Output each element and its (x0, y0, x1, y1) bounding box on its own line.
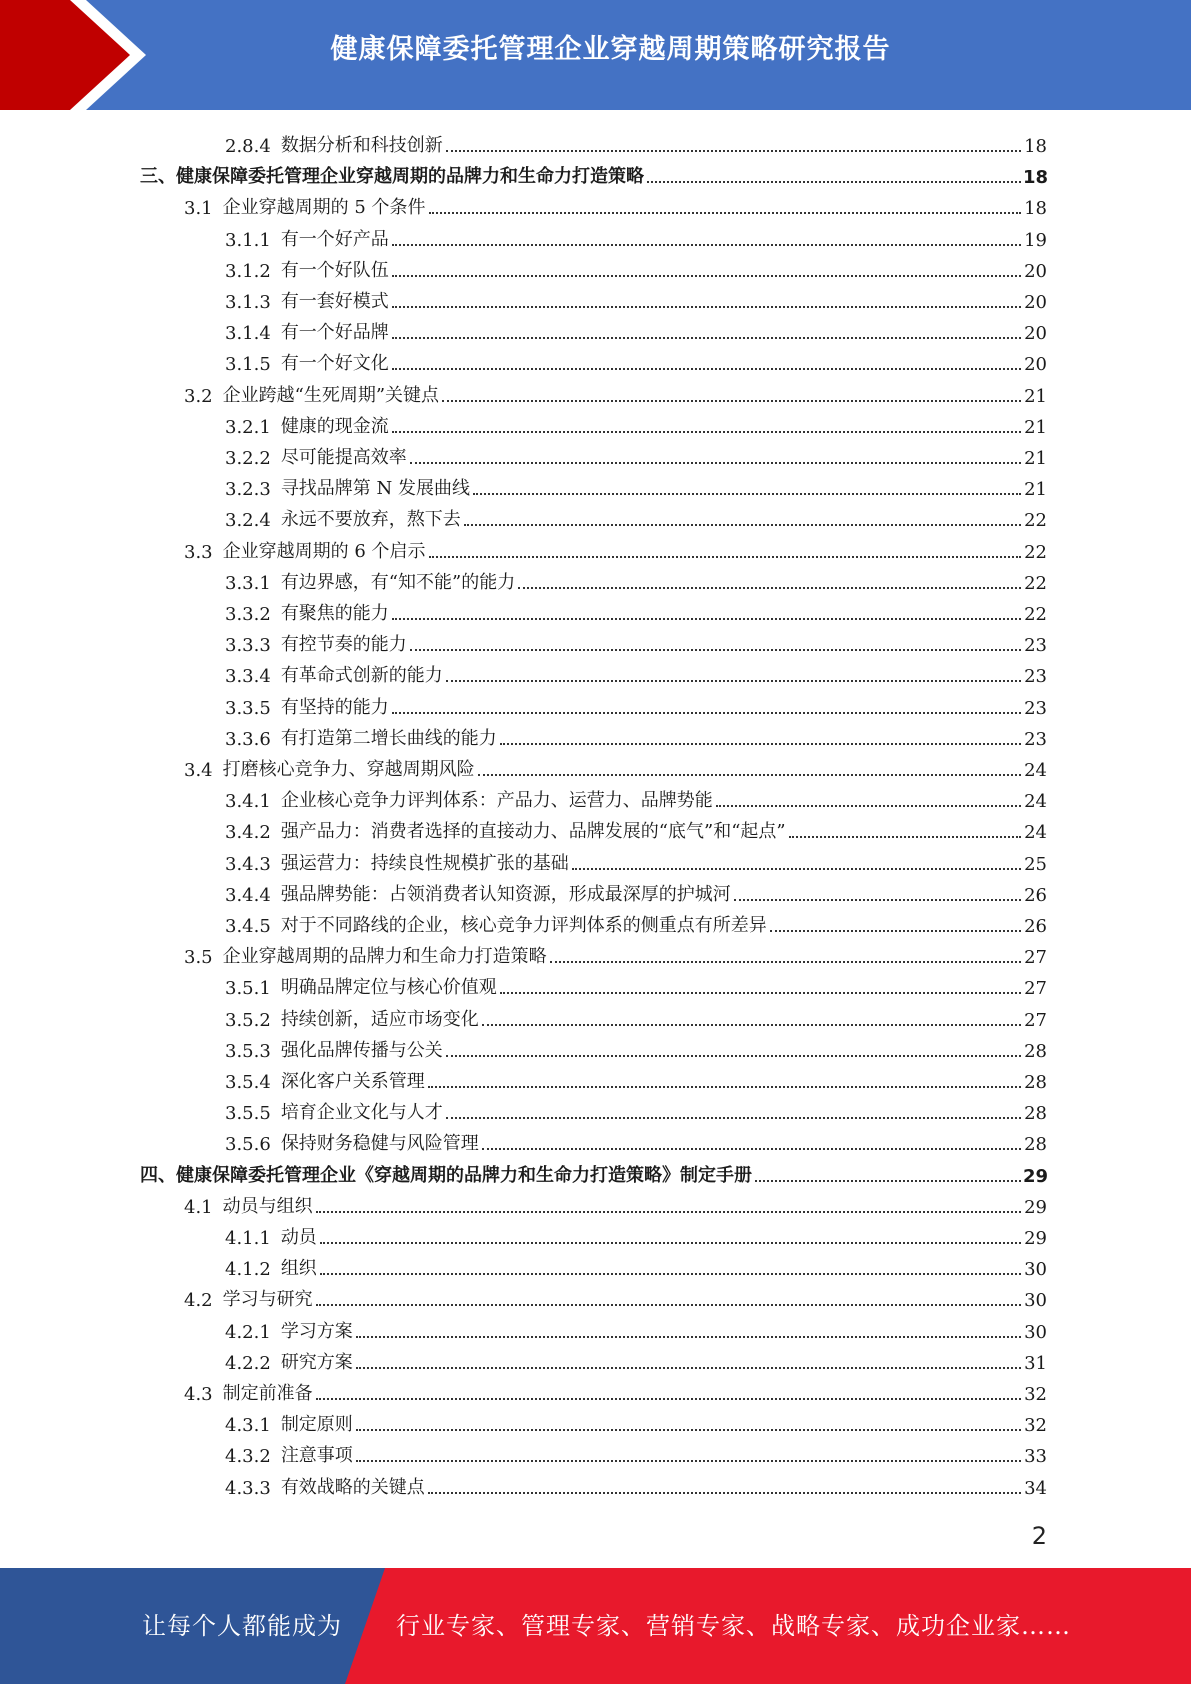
page-footer (0, 1568, 1191, 1684)
toc-dot-leader (392, 275, 1021, 277)
toc-dot-leader (392, 337, 1021, 339)
toc-entry-number: 3.1 (184, 198, 213, 220)
toc-entry[interactable] (0, 1405, 1191, 1436)
toc-entry[interactable] (0, 1374, 1191, 1405)
toc-dot-leader (482, 1148, 1021, 1150)
toc-entry-number: 3.2.4 (225, 510, 271, 532)
toc-entry-page: 28 (1024, 1072, 1047, 1093)
toc-entry-number: 3.2.2 (225, 448, 271, 469)
toc-entry[interactable] (0, 937, 1191, 968)
toc-entry-number: 3.5.2 (225, 1009, 271, 1031)
toc-dot-leader (478, 774, 1021, 776)
toc-dot-leader (518, 587, 1021, 589)
toc-entry-page: 20 (1024, 354, 1047, 376)
toc-entry-number: 3.5.1 (225, 978, 271, 1000)
toc-entry-title: 企业穿越周期的 6 个启示 (222, 540, 426, 562)
toc-entry-page: 21 (1024, 385, 1047, 407)
toc-dot-leader (356, 1460, 1021, 1462)
toc-entry-number: 3.5.4 (225, 1072, 271, 1093)
toc-dot-leader (446, 680, 1021, 682)
toc-entry-number: 3.4 (184, 760, 213, 781)
toc-entry-number: 4.3.3 (225, 1477, 271, 1499)
toc-entry-page: 28 (1024, 1103, 1047, 1125)
toc-entry[interactable] (0, 157, 1191, 188)
toc-entry[interactable] (0, 532, 1191, 563)
toc-entry-number: 三、 (140, 166, 176, 188)
toc-entry-page: 24 (1024, 760, 1047, 781)
toc-entry-number: 3.5.3 (225, 1040, 271, 1062)
toc-entry-number: 3.3.2 (225, 604, 271, 625)
toc-entry-title: 制定前准备 (222, 1383, 313, 1404)
toc-entry-title: 明确品牌定位与核心价值观 (280, 977, 497, 999)
toc-entry[interactable] (0, 1436, 1191, 1467)
toc-entry[interactable] (0, 781, 1191, 812)
toc-entry[interactable] (0, 1124, 1191, 1155)
toc-entry-title: 健康的现金流 (280, 415, 389, 437)
toc-entry-page: 22 (1024, 510, 1047, 532)
toc-entry-title: 动员 (280, 1227, 317, 1248)
toc-dot-leader (392, 306, 1021, 308)
toc-entry-page: 22 (1024, 541, 1047, 563)
toc-entry-number: 3.5 (184, 947, 213, 969)
toc-dot-leader (410, 649, 1021, 651)
toc-entry-number: 3.2.1 (225, 416, 271, 438)
toc-entry-page: 20 (1024, 323, 1047, 345)
toc-entry[interactable] (0, 1343, 1191, 1374)
toc-entry-title: 有一个好文化 (280, 353, 389, 375)
toc-entry-page: 21 (1024, 479, 1047, 501)
toc-entry-page: 27 (1024, 1009, 1047, 1031)
toc-entry-number: 3.1.3 (225, 292, 271, 313)
toc-entry[interactable] (0, 376, 1191, 407)
toc-entry-page: 32 (1024, 1415, 1047, 1437)
toc-entry-number: 3.2.3 (225, 479, 271, 501)
toc-entry-number: 4.3.2 (225, 1446, 271, 1468)
toc-entry-page: 23 (1024, 697, 1047, 719)
toc-entry[interactable] (0, 1312, 1191, 1343)
toc-entry-number: 3.5.6 (225, 1134, 271, 1156)
toc-entry-number: 3.4.3 (225, 853, 271, 875)
toc-entry-title: 有革命式创新的能力 (280, 665, 443, 687)
toc-entry-number: 3.3.3 (225, 635, 271, 657)
toc-entry[interactable] (0, 968, 1191, 999)
toc-entry-title: 永远不要放弃，熬下去 (280, 509, 461, 531)
toc-entry-title: 强产品力：消费者选择的直接动力、品牌发展的“底气”和“起点” (280, 821, 786, 843)
toc-entry-title: 寻找品牌第 N 发展曲线 (280, 478, 471, 500)
toc-entry-page: 29 (1024, 1196, 1047, 1218)
page-number: 2 (1031, 1522, 1047, 1550)
toc-entry[interactable] (0, 844, 1191, 875)
toc-entry[interactable] (0, 1031, 1191, 1062)
toc-entry-title: 企业跨越“生死周期”关键点 (222, 384, 440, 406)
toc-entry-number: 3.1.1 (225, 229, 271, 251)
toc-entry-number: 3.5.5 (225, 1103, 271, 1125)
toc-entry-page: 25 (1024, 853, 1047, 875)
toc-entry-title: 组织 (280, 1258, 317, 1280)
toc-entry-page: 33 (1024, 1446, 1047, 1468)
toc-entry-page: 20 (1024, 292, 1047, 313)
toc-dot-leader (647, 181, 1021, 183)
toc-entry-title: 培育企业文化与人才 (280, 1102, 443, 1124)
toc-entry-title: 强品牌势能：占领消费者认知资源，形成最深厚的护城河 (280, 883, 731, 905)
toc-entry[interactable] (0, 875, 1191, 906)
toc-dot-leader (572, 868, 1021, 870)
toc-entry-number: 3.3.4 (225, 666, 271, 688)
toc-dot-leader (392, 712, 1021, 714)
toc-entry-page: 30 (1024, 1290, 1047, 1312)
toc-entry[interactable] (0, 812, 1191, 843)
toc-entry-title: 研究方案 (280, 1351, 353, 1373)
toc-entry-number: 4.2.2 (225, 1352, 271, 1374)
toc-dot-leader (392, 431, 1021, 433)
toc-entry-title: 注意事项 (280, 1445, 353, 1467)
toc-entry[interactable] (0, 906, 1191, 937)
toc-entry[interactable] (0, 1000, 1191, 1031)
toc-dot-leader (316, 1211, 1021, 1213)
toc-dot-leader (716, 805, 1021, 807)
toc-entry-page: 18 (1023, 167, 1049, 189)
toc-entry[interactable] (0, 1187, 1191, 1218)
report-title: 健康保障委托管理企业穿越周期策略研究报告 (330, 34, 891, 65)
toc-dot-leader (356, 1429, 1021, 1431)
toc-entry-title: 有一个好品牌 (280, 322, 389, 344)
toc-entry-page: 31 (1024, 1352, 1047, 1374)
toc-dot-leader (429, 556, 1021, 558)
toc-entry-title: 企业穿越周期的 5 个条件 (222, 197, 426, 219)
toc-dot-leader (392, 618, 1021, 620)
toc-entry-number: 3.4.2 (225, 822, 271, 844)
toc-entry-title: 学习与研究 (222, 1289, 313, 1311)
toc-entry[interactable] (0, 469, 1191, 500)
toc-entry-page: 30 (1024, 1259, 1047, 1281)
toc-entry-number: 3.4.4 (225, 884, 271, 906)
toc-dot-leader (356, 1336, 1021, 1338)
toc-dot-leader (356, 1367, 1021, 1369)
toc-entry-page: 18 (1024, 136, 1047, 157)
toc-entry-page: 20 (1024, 260, 1047, 282)
toc-entry-page: 30 (1024, 1321, 1047, 1343)
footer-slogan-right: 行业专家、管理专家、营销专家、战略专家、成功企业家…… (396, 1612, 1071, 1640)
toc-entry[interactable] (0, 220, 1191, 251)
toc-entry-page: 24 (1024, 822, 1047, 844)
toc-dot-leader (500, 992, 1021, 994)
toc-entry-title: 有一个好队伍 (280, 259, 389, 281)
toc-entry-page: 19 (1024, 229, 1047, 251)
toc-entry-number: 3.3.6 (225, 728, 271, 750)
toc-entry-page: 26 (1024, 884, 1047, 906)
toc-entry-title: 持续创新，适应市场变化 (280, 1008, 479, 1030)
toc-entry-title: 数据分析和科技创新 (280, 135, 443, 156)
toc-entry-number: 3.1.4 (225, 323, 271, 345)
toc-dot-leader (446, 150, 1021, 152)
toc-entry-number: 四、 (140, 1164, 176, 1186)
toc-entry-page: 21 (1024, 448, 1047, 469)
toc-dot-leader (482, 1024, 1021, 1026)
toc-entry-page: 29 (1024, 1228, 1047, 1249)
toc-entry[interactable] (0, 1249, 1191, 1280)
toc-entry[interactable] (0, 1218, 1191, 1249)
toc-entry[interactable] (0, 625, 1191, 656)
toc-entry-title: 健康保障委托管理企业《穿越周期的品牌力和生命力打造策略》制定手册 (176, 1164, 752, 1186)
toc-entry-page: 23 (1024, 666, 1047, 688)
toc-entry-number: 4.3 (184, 1384, 213, 1405)
page-header (0, 0, 1191, 110)
toc-entry-number: 3.4.1 (225, 791, 271, 813)
toc-entry-page: 29 (1023, 1165, 1049, 1187)
toc-entry-number: 2.8.4 (225, 136, 271, 157)
toc-entry-title: 强化品牌传播与公关 (280, 1039, 443, 1061)
toc-entry-title: 有坚持的能力 (280, 696, 389, 718)
toc-dot-leader (755, 1180, 1021, 1182)
toc-dot-leader (392, 244, 1021, 246)
toc-entry-page: 26 (1024, 916, 1047, 937)
toc-entry[interactable] (0, 500, 1191, 531)
toc-entry-title: 有效战略的关键点 (280, 1476, 425, 1498)
toc-dot-leader (392, 368, 1021, 370)
toc-entry[interactable] (0, 344, 1191, 375)
toc-entry-page: 27 (1024, 978, 1047, 1000)
toc-dot-leader (550, 961, 1021, 963)
toc-entry-title: 对于不同路线的企业，核心竞争力评判体系的侧重点有所差异 (280, 915, 767, 936)
toc-entry[interactable] (0, 719, 1191, 750)
toc-entry-number: 3.2 (184, 385, 213, 407)
toc-dot-leader (464, 524, 1021, 526)
toc-entry-title: 有一个好产品 (280, 228, 389, 250)
toc-entry-number: 4.1.2 (225, 1259, 271, 1281)
toc-entry[interactable] (0, 656, 1191, 687)
toc-entry-page: 21 (1024, 416, 1047, 438)
toc-entry-number: 3.3 (184, 541, 213, 563)
toc-entry[interactable] (0, 1280, 1191, 1311)
toc-dot-leader (429, 212, 1021, 214)
toc-dot-leader (316, 1304, 1021, 1306)
toc-dot-leader (316, 1398, 1021, 1400)
toc-entry[interactable] (0, 188, 1191, 219)
toc-entry-page: 18 (1024, 198, 1047, 220)
toc-entry-title: 健康保障委托管理企业穿越周期的品牌力和生命力打造策略 (176, 166, 644, 188)
toc-entry-number: 3.1.5 (225, 354, 271, 376)
toc-dot-leader (320, 1242, 1021, 1244)
toc-entry-page: 28 (1024, 1134, 1047, 1156)
toc-dot-leader (500, 743, 1021, 745)
toc-entry[interactable] (0, 251, 1191, 282)
toc-entry-title: 强运营力：持续良性规模扩张的基础 (280, 852, 569, 874)
toc-entry-number: 3.4.5 (225, 916, 271, 937)
toc-entry-number: 4.1 (184, 1196, 213, 1218)
toc-entry[interactable] (0, 1062, 1191, 1093)
toc-entry-page: 28 (1024, 1040, 1047, 1062)
toc-dot-leader (428, 1086, 1021, 1088)
toc-dot-leader (446, 1055, 1021, 1057)
toc-entry-title: 有边界感，有“知不能”的能力 (280, 571, 516, 593)
toc-entry[interactable] (0, 438, 1191, 469)
toc-entry-page: 22 (1024, 604, 1047, 625)
toc-entry-page: 34 (1024, 1477, 1047, 1499)
toc-entry[interactable] (0, 126, 1191, 157)
footer-slogan-left: 让每个人都能成为 (142, 1612, 342, 1640)
toc-entry-title: 动员与组织 (222, 1195, 313, 1217)
toc-entry-page: 23 (1024, 635, 1047, 657)
toc-entry-number: 4.3.1 (225, 1415, 271, 1437)
toc-entry-page: 32 (1024, 1384, 1047, 1405)
toc-dot-leader (770, 930, 1021, 932)
toc-entry-title: 有一套好模式 (280, 291, 389, 312)
toc-entry-title: 有打造第二增长曲线的能力 (280, 727, 497, 749)
toc-entry[interactable] (0, 594, 1191, 625)
toc-entry[interactable] (0, 1093, 1191, 1124)
toc-entry-title: 制定原则 (280, 1414, 353, 1436)
toc-entry-number: 4.2.1 (225, 1321, 271, 1343)
toc-entry-number: 3.3.1 (225, 572, 271, 594)
toc-entry-title: 学习方案 (280, 1320, 353, 1342)
toc-entry-page: 23 (1024, 728, 1047, 750)
toc-entry-title: 有控节奏的能力 (280, 634, 407, 656)
toc-dot-leader (442, 400, 1021, 402)
toc-entry-number: 4.1.1 (225, 1228, 271, 1249)
toc-entry-title: 深化客户关系管理 (280, 1071, 425, 1092)
toc-entry-title: 企业穿越周期的品牌力和生命力打造策略 (222, 946, 547, 968)
toc-entry-title: 尽可能提高效率 (280, 447, 407, 468)
toc-entry-title: 企业核心竞争力评判体系：产品力、运营力、品牌势能 (280, 790, 713, 812)
toc-entry[interactable] (0, 282, 1191, 313)
toc-entry[interactable] (0, 1468, 1191, 1499)
toc-entry[interactable] (0, 407, 1191, 438)
toc-dot-leader (789, 836, 1021, 838)
toc-entry-page: 24 (1024, 791, 1047, 813)
toc-entry-number: 4.2 (184, 1290, 213, 1312)
toc-entry-title: 保持财务稳健与风险管理 (280, 1133, 479, 1155)
toc-dot-leader (446, 1117, 1021, 1119)
toc-dot-leader (410, 462, 1021, 464)
toc-entry-page: 27 (1024, 947, 1047, 969)
toc-entry-number: 3.3.5 (225, 697, 271, 719)
toc-entry[interactable] (0, 688, 1191, 719)
toc-dot-leader (320, 1273, 1021, 1275)
toc-entry[interactable] (0, 313, 1191, 344)
toc-dot-leader (734, 899, 1021, 901)
toc-entry[interactable] (0, 1156, 1191, 1187)
toc-entry-title: 打磨核心竞争力、穿越周期风险 (222, 759, 475, 780)
toc-entry[interactable] (0, 750, 1191, 781)
toc-dot-leader (473, 493, 1021, 495)
toc-entry-number: 3.1.2 (225, 260, 271, 282)
toc-entry-title: 有聚焦的能力 (280, 603, 389, 624)
toc-entry[interactable] (0, 563, 1191, 594)
toc-dot-leader (428, 1492, 1021, 1494)
toc-entry-page: 22 (1024, 572, 1047, 594)
